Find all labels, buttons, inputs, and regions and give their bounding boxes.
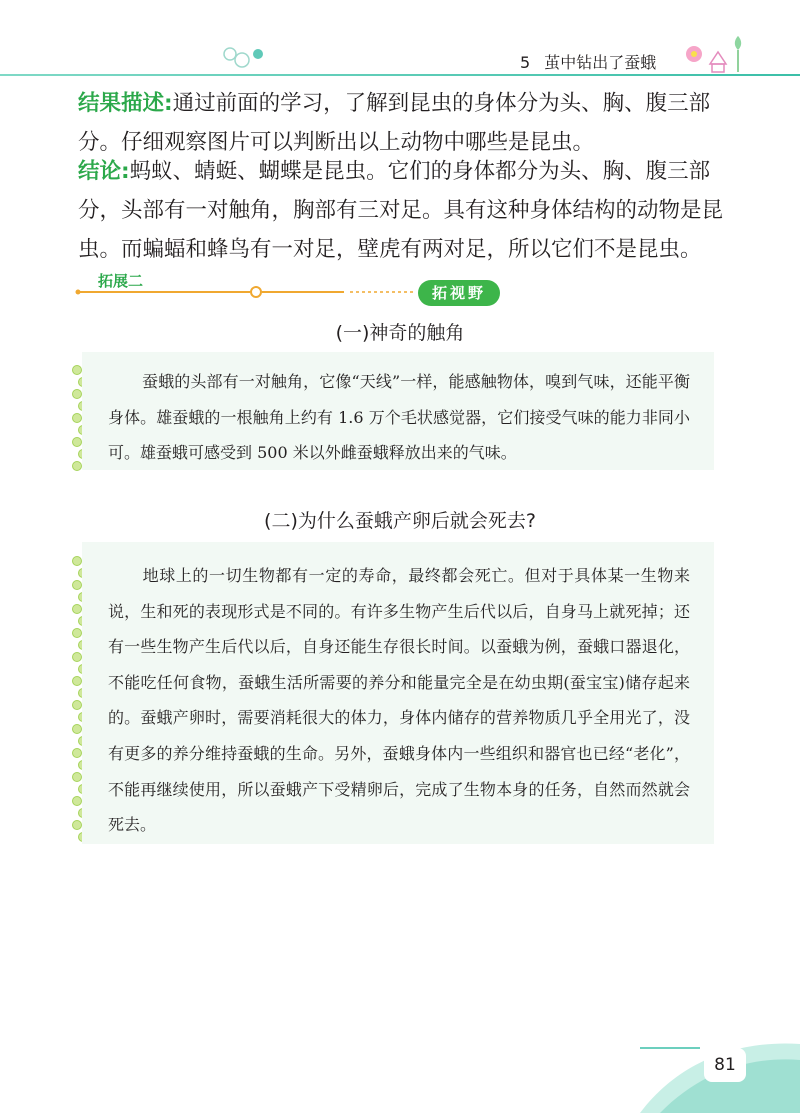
result-paragraph bbox=[78, 84, 738, 162]
section2-box bbox=[82, 542, 714, 844]
section2-title: (二)为什么蚕蛾产卵后就会死去? bbox=[264, 510, 536, 532]
section1-body: 蚕蛾的头部有一对触角，它像“天线”一样，能感触物体，嗅到气味，还能平衡身体。雄蚕蛾的一根触角上约有 1.6 万个毛状感觉器，它们接受气味的能力非同小可。雄蚕蛾可感受到 500 米以外雌蚕蛾释放出来的气味。 bbox=[108, 372, 690, 463]
result-text: 通过前面的学习，了解到昆虫的身体分为头、胸、腹三部分。仔细观察图片可以判断出以上动物中哪些是昆虫。 bbox=[78, 91, 711, 155]
extension-label: 拓展二 bbox=[98, 272, 144, 290]
chapter-title: 茧中钻出了蚕蛾 bbox=[544, 53, 657, 72]
chapter-number: 5 bbox=[520, 53, 531, 72]
conclusion-lead: 结论: bbox=[78, 159, 130, 184]
section2-body-paragraph bbox=[82, 558, 714, 843]
header-circles-decoration bbox=[222, 44, 272, 74]
page-number: 81 bbox=[704, 1048, 746, 1082]
extension-divider bbox=[74, 282, 424, 302]
section1-body-paragraph bbox=[82, 364, 714, 471]
extension-badge: 拓视野 bbox=[418, 280, 500, 306]
section2-body: 地球上的一切生物都有一定的寿命，最终都会死亡。但对于具体某一生物来说，生和死的表现形式是不同的。有许多生物产生后代以后，自身马上就死掉；还有一些生物产生后代以后，自身还能生存很长时间。以蚕蛾为例，蚕蛾口器退化，不能吃任何食物，蚕蛾生活所需要的养分和能量完全是在幼虫期(蚕宝宝)储存起来的。蚕蛾产卵时，需要消耗很大的体力，身体内储存的营养物质几乎全用光了，没有更多的养分维持蚕蛾的生命。另外，蚕蛾身体内一些组织和器官也已经“老化”，不能再继续使用，所以蚕蛾产下受精卵后，完成了生物本身的任务，自然而然就会死去。 bbox=[108, 566, 690, 835]
chapter-heading bbox=[520, 50, 656, 73]
conclusion-text: 蚂蚁、蜻蜓、蝴蝶是昆虫。它们的身体都分为头、胸、腹三部分，头部有一对触角，胸部有三对足。具有这种身体结构的动物是昆虫。而蝙蝠和蜂鸟有一对足，壁虎有两对足，所以它们不是昆虫。 bbox=[78, 159, 724, 262]
conclusion-paragraph bbox=[78, 152, 738, 269]
flower-house-icon bbox=[684, 34, 754, 74]
header-rule bbox=[0, 74, 800, 76]
section1-box bbox=[82, 352, 714, 470]
section1-title: (一)神奇的触角 bbox=[335, 322, 465, 344]
result-lead: 结果描述: bbox=[78, 91, 173, 116]
